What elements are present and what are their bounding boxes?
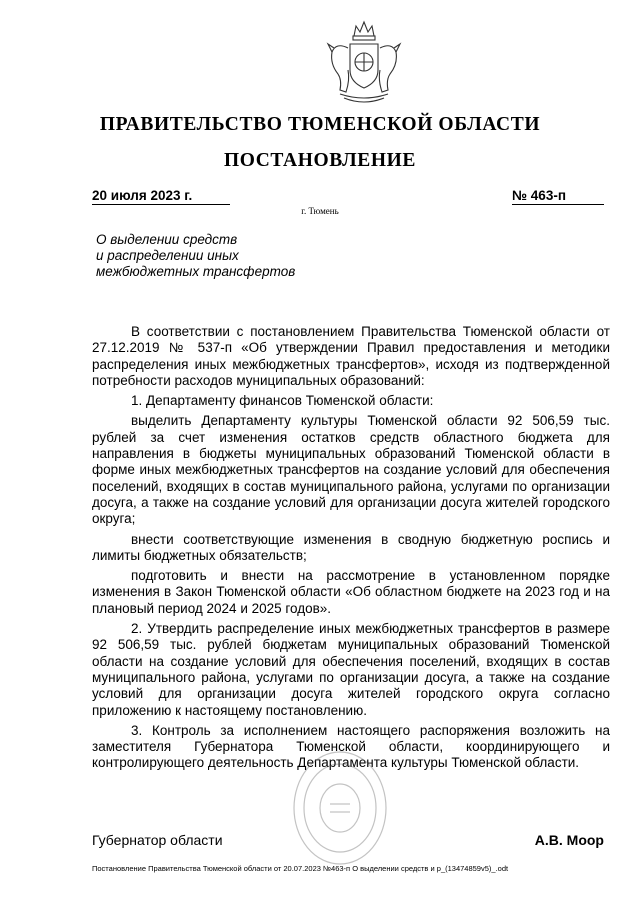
footer-filename: Постановление Правительства Тюменской области от 20.07.2023 №463-п О выделении средств и р_(13474859v5)_.odt [92, 864, 509, 873]
document-subject [96, 232, 396, 280]
body-paragraph: внести соответствующие изменения в сводную бюджетную роспись и лимиты бюджетных обязательств; [92, 531, 610, 563]
coat-of-arms-icon [316, 18, 412, 108]
body-paragraph: 1. Департаменту финансов Тюменской области: [131, 393, 434, 409]
document-date: 20 июля 2023 г. [92, 188, 230, 205]
subject-line: и распределении иных [96, 248, 239, 263]
body-paragraph: 3. Контроль за исполнением настоящего распоряжения возложить на заместителя Губернатора Тюменской области, координирующего и контролирующего деятельность Департамента культуры Тюменской области. [92, 722, 610, 771]
signer-role: Губернатор области [92, 832, 223, 848]
body-paragraph: 2. Утвердить распределение иных межбюджетных трансфертов в размере 92 506,59 тыс. рублей бюджетам муниципальных образований Тюменской области на создание условий для обеспечения поселений, входящих в состав муниципального района, услугами по организации досуга, а также на создание условий для организации досуга жителей городского округа согласно приложению к настоящему постановлению. [92, 621, 610, 718]
subject-line: межбюджетных трансфертов [96, 264, 296, 279]
official-seal-icon [290, 748, 390, 868]
document-type: ПОСТАНОВЛЕНИЕ [223, 150, 417, 171]
body-paragraph: выделить Департаменту культуры Тюменской области 92 506,59 тыс. рублей за счет изменения остатков средств областного бюджета для направления в бюджеты муниципальных образований Тюменской области в форме иных межбюджетных трансфертов на создание условий для обеспечения поселений, входящих в состав муниципального района, услугами по организации досуга, а также на создание условий для организации досуга жителей городского округа; [92, 413, 610, 527]
document-number: № 463-п [512, 188, 604, 205]
government-title: ПРАВИТЕЛЬСТВО ТЮМЕНСКОЙ ОБЛАСТИ [99, 114, 541, 135]
signer-name: А.В. Моор [534, 832, 604, 848]
body-paragraph: подготовить и внести на рассмотрение в установленном порядке изменения в Закон Тюменской области «Об областном бюджете на 2023 год и на плановый период 2024 и 2025 годов». [92, 568, 610, 616]
document-body [92, 324, 610, 776]
subject-line: О выделении средств [96, 232, 238, 247]
body-paragraph: В соответствии с постановлением Правительства Тюменской области от 27.12.2019 № 537-п «Об утверждении Правил предоставления и методики распределения иных межбюджетных трансфертов», исходя из подтвержденной потребности расходов муниципальных образований: [92, 324, 610, 388]
document-city: г. Тюмень [301, 206, 339, 216]
